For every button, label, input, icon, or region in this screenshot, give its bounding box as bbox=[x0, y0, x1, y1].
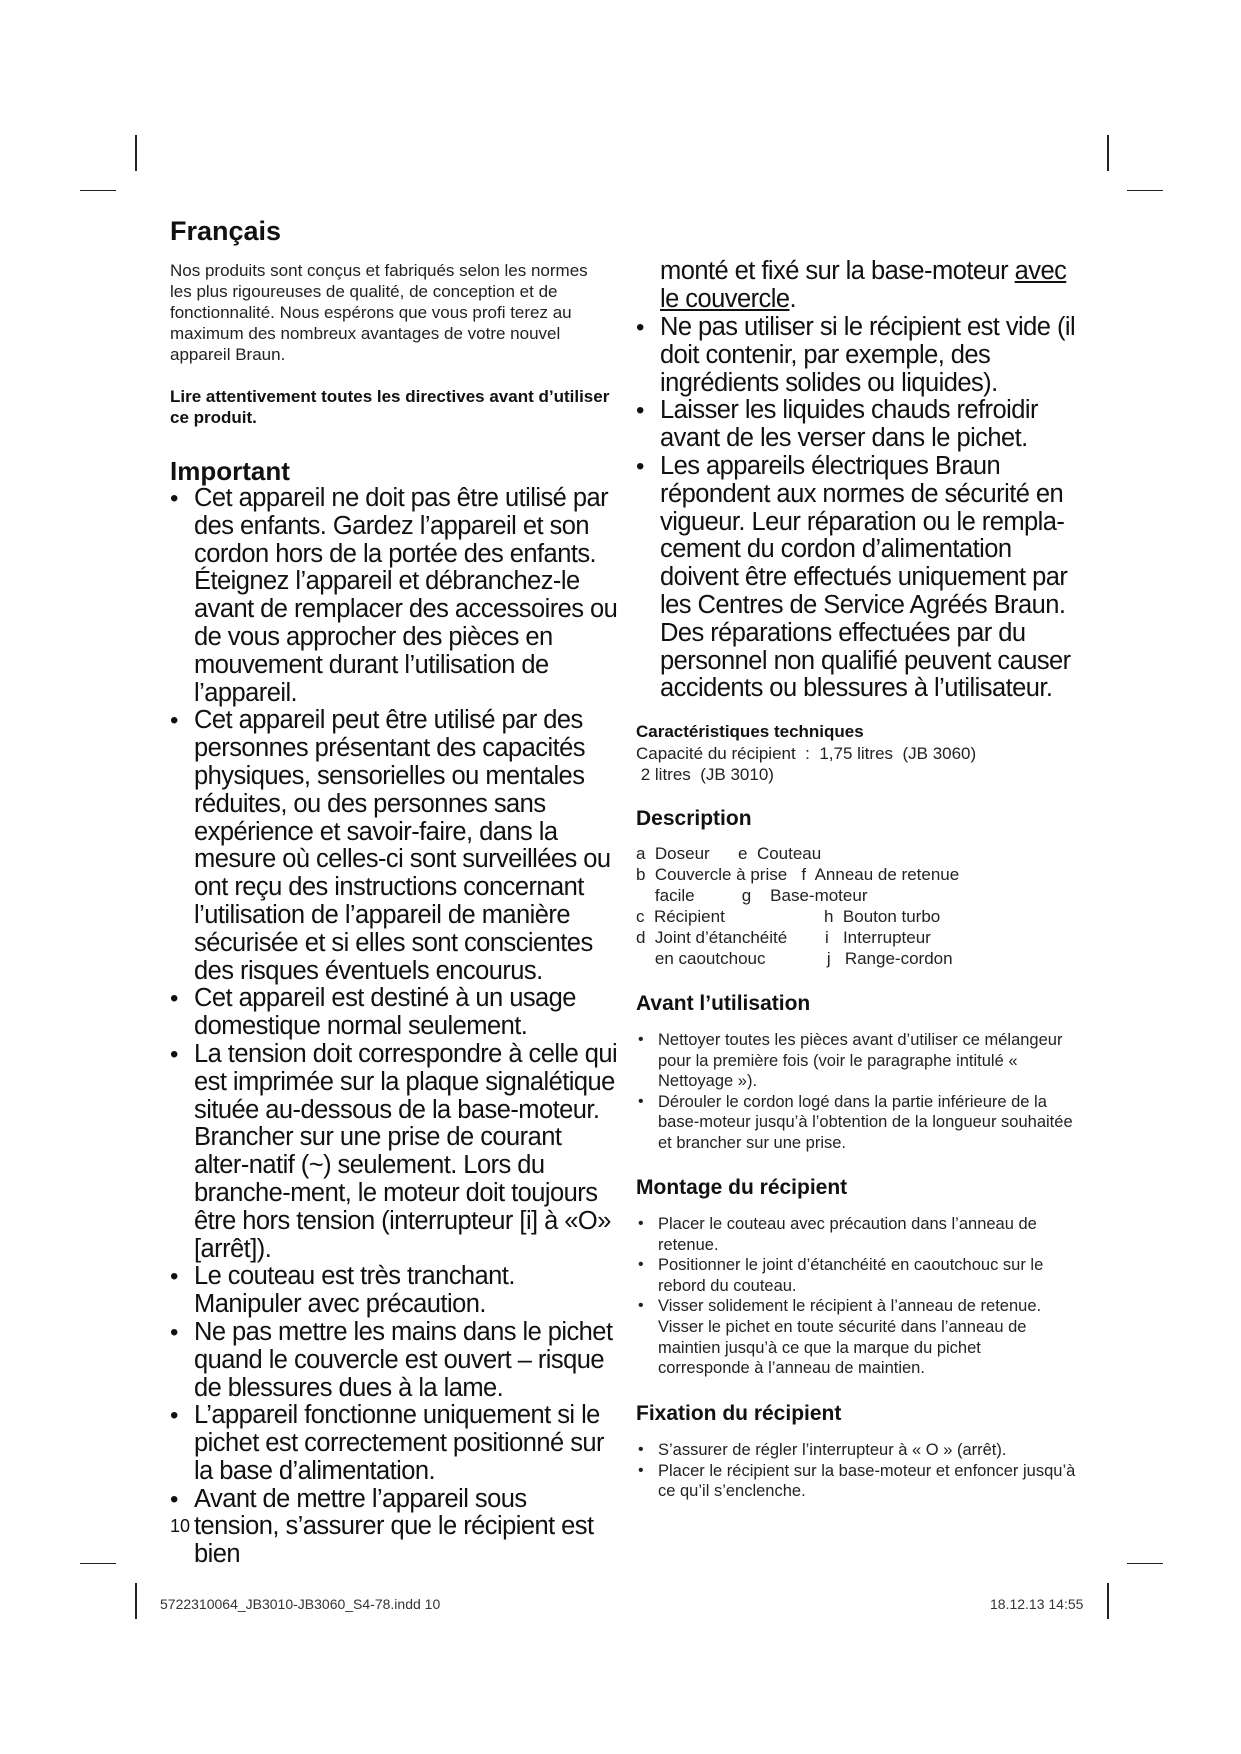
specs-line: 2 litres (JB 3010) bbox=[636, 765, 774, 784]
avant-list bbox=[636, 1030, 1076, 1154]
list-item: • Le couteau est très tranchant. Manipuler avec précaution. bbox=[168, 1263, 618, 1319]
specs-line: Capacité du récipient : 1,75 litres (JB 3060) bbox=[636, 744, 977, 763]
description-line: c Récipient h Bouton turbo bbox=[636, 907, 941, 926]
crop-mark bbox=[80, 190, 116, 191]
description-line: d Joint d’étanchéité i Interrupteur bbox=[636, 928, 931, 947]
important-list bbox=[168, 485, 618, 1569]
fixation-list bbox=[636, 1440, 1076, 1502]
list-item: • Dérouler le cordon logé dans la partie inférieure de la base-moteur jusqu’à l’obtention de la longueur souhaitée et brancher sur une prise. bbox=[636, 1092, 1076, 1154]
footer-file: 5722310064_JB3010-JB3060_S4-78.indd 10 bbox=[160, 1596, 441, 1612]
list-item: • S’assurer de régler l’interrupteur à « O » (arrêt). bbox=[636, 1440, 1076, 1461]
list-item: • Cet appareil ne doit pas être utilisé par des enfants. Gardez l’appareil et son cordon hors de la portée des enfants. Éteignez l’appareil et débranchez-le avant de remplacer des accessoires ou de vous approcher des pièces en mouvement durant l’utilisation de l’appareil. bbox=[168, 485, 618, 707]
page-number: 10 bbox=[170, 1516, 191, 1536]
list-item: • Visser solidement le récipient à l’anneau de retenue. Visser le pichet en toute sécurité dans l’anneau de maintien jusqu’à ce que la marque du pichet corresponde à l’anneau de maintien. bbox=[636, 1296, 1076, 1378]
list-item: • Cet appareil peut être utilisé par des personnes présentant des capacités physiques, sensorielles ou mentales réduites, ou des personnes sans expérience et savoir-faire, dans la mesure où celles-ci sont surveillées ou ont reçu des instructions concernant l’utilisation de l’appareil de manière sécurisée et si elles sont conscientes des risques éventuels encourus. bbox=[168, 707, 618, 985]
list-item: • Avant de mettre l’appareil sous tension, s’assurer que le récipient est bien bbox=[168, 1486, 618, 1569]
description-block bbox=[636, 843, 959, 969]
list-item: • Les appareils électriques Braun répondent aux normes de sécurité en vigueur. Leur réparation ou le rempla-cement du cordon d’alimentation doivent être effectués uniquement par les Centres de Service Agréés Braun. Des réparations effectuées par du personnel non qualifié peuvent causer accidents ou blessures à l’utilisateur. bbox=[634, 453, 1089, 703]
continuation-text: monté et fixé sur la base-moteur bbox=[660, 257, 1009, 285]
fixation-heading: Fixation du récipient bbox=[636, 1402, 842, 1425]
list-item: • Cet appareil est destiné à un usage domestique normal seulement. bbox=[168, 985, 618, 1041]
specs-block bbox=[636, 743, 976, 785]
list-item: • La tension doit correspondre à celle qui est imprimée sur la plaque signalétique située au-dessous de la base-moteur. Brancher sur une prise de courant alter-natif (~) seulement. Lors du branche-ment, le moteur doit toujours être hors tension (interrupteur [i] à «O» [arrêt]). bbox=[168, 1041, 618, 1263]
description-heading: Description bbox=[636, 807, 752, 830]
important-list-right bbox=[634, 314, 1089, 703]
intro-paragraph: Nos produits sont conçus et fabriqués selon les normes les plus rigoureuses de qualité, de conception et de fonctionnalité. Nous espérons que vous profi terez au maximum des nombreux avantages de votre nouvel appareil Braun. bbox=[170, 261, 588, 364]
list-item: • Ne pas utiliser si le récipient est vide (il doit contenir, par exemple, des ingrédients solides ou liquides). bbox=[634, 314, 1089, 397]
description-line: b Couvercle à prise f Anneau de retenue bbox=[636, 865, 960, 884]
crop-mark bbox=[1107, 1583, 1109, 1619]
crop-mark bbox=[1107, 135, 1109, 171]
montage-list bbox=[636, 1214, 1076, 1379]
list-item: • Ne pas mettre les mains dans le pichet quand le couvercle est ouvert – risque de blessures dues à la lame. bbox=[168, 1319, 618, 1402]
footer-date: 18.12.13 14:55 bbox=[990, 1596, 1084, 1612]
specs-heading: Caractéristiques techniques bbox=[636, 722, 864, 741]
crop-mark bbox=[1127, 1563, 1163, 1564]
crop-mark bbox=[80, 1563, 116, 1564]
warning-paragraph: Lire attentivement toutes les directives avant d’utiliser ce produit. bbox=[170, 387, 610, 427]
list-item: • Placer le récipient sur la base-moteur et enfoncer jusqu’à ce qu’il s’enclenche. bbox=[636, 1461, 1076, 1502]
avant-heading: Avant l’utilisation bbox=[636, 992, 811, 1015]
crop-mark bbox=[1127, 190, 1163, 191]
crop-mark bbox=[135, 1583, 137, 1619]
montage-heading: Montage du récipient bbox=[636, 1176, 848, 1199]
list-item: • Laisser les liquides chauds refroidir avant de les verser dans le pichet. bbox=[634, 397, 1089, 453]
list-item: • L’appareil fonctionne uniquement si le pichet est correctement positionné sur la base d’alimentation. bbox=[168, 1402, 618, 1485]
crop-mark bbox=[135, 135, 137, 171]
important-heading: Important bbox=[170, 456, 290, 486]
description-line: en caoutchouc j Range-cordon bbox=[636, 949, 953, 968]
continuation-underlined: avec le couvercle bbox=[660, 257, 1067, 313]
description-line: facile g Base-moteur bbox=[636, 886, 868, 905]
page-title: Français bbox=[170, 216, 282, 246]
continuation-end: . bbox=[789, 284, 797, 313]
list-item: • Positionner le joint d’étanchéité en caoutchouc sur le rebord du couteau. bbox=[636, 1255, 1076, 1296]
important-continuation bbox=[660, 258, 1080, 314]
list-item: • Nettoyer toutes les pièces avant d’utiliser ce mélangeur pour la première fois (voir le paragraphe intitulé « Nettoyage »). bbox=[636, 1030, 1076, 1092]
description-line: a Doseur e Couteau bbox=[636, 844, 822, 863]
list-item: • Placer le couteau avec précaution dans l’anneau de retenue. bbox=[636, 1214, 1076, 1255]
